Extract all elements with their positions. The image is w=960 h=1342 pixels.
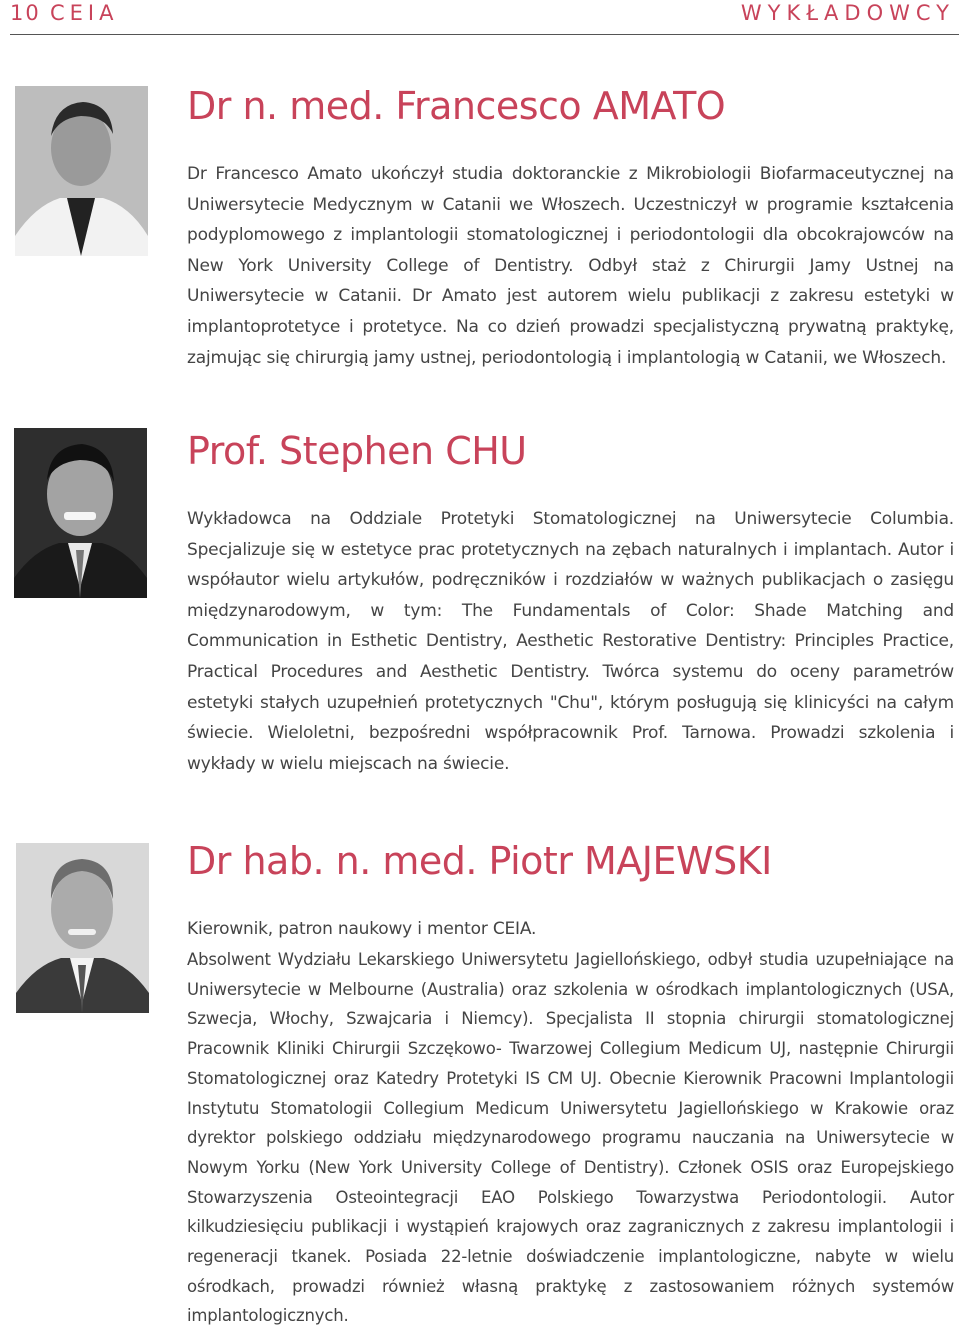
lecturer-name: Prof. Stephen CHU <box>187 429 527 473</box>
lecturer-photo-amato <box>15 86 148 256</box>
portrait-photo-icon <box>14 428 147 598</box>
lecturer-photo-chu <box>14 428 147 598</box>
lecturer-photo-majewski <box>16 843 149 1013</box>
header-left-title: CEIA <box>50 1 119 25</box>
portrait-photo-icon <box>16 843 149 1013</box>
lecturer-bio-intro: Kierownik, patron naukowy i mentor CEIA. <box>187 919 537 939</box>
lecturer-name: Dr hab. n. med. Piotr MAJEWSKI <box>187 839 772 883</box>
lecturer-name: Dr n. med. Francesco AMATO <box>187 84 726 128</box>
portrait-photo-icon <box>15 86 148 256</box>
page-number: 10 <box>10 1 41 25</box>
page-header <box>10 0 959 35</box>
lecturer-bio: Dr Francesco Amato ukończył studia doktoranckie z Mikrobiologii Biofarmaceutycznej na Uniwersytecie Medycznym w Catanii we Włoszech. Uczestniczył w programie kształcenia podyplomowego z implantologii stomatologicznej i periodontologii dla obcokrajowców na New York University College of Dentistry. Odbył staż z Chirurgii Jamy Ustnej na Uniwersytecie w Catanii. Dr Amato jest autorem wielu publikacji z zakresu estetyki w implantoprotetyce i protetyce. Na co dzień prowadzi specjalistyczną prywatną praktykę, zajmując się chirurgią jamy ustnej, periodontologią i implantologią w Catanii, we Włoszech. <box>187 164 954 368</box>
header-right-title: WYKŁADOWCY <box>740 1 955 25</box>
lecturer-bio: Wykładowca na Oddziale Protetyki Stomatologicznej na Uniwersytecie Columbia. Specjalizuje się w estetyce prac protetycznych na zębach naturalnych i implantach. Autor i współautor wielu artykułów, podręczników i rozdziałów w ważnych publikacjach o zasięgu międzynarodowym, w tym: The Fundamentals of Color: Shade Matching and Communication in Esthetic Dentistry, Aesthetic Restorative Dentistry: Principles Practice, Practical Procedures and Aesthetic Dentistry. Twórca systemu do oceny parametrów estetyki stałych uzupełnień protetycznych "Chu", którym posługują się klinicyści na całym świecie. Wieloletni, bezpośredni współpracownik Prof. Tarnowa. Prowadzi szkolenia i wykłady w wielu miejscach na świecie. <box>187 509 954 774</box>
lecturer-bio: Absolwent Wydziału Lekarskiego Uniwersytetu Jagiellońskiego, odbył studia uzupełniające na Uniwersytecie w Melbourne (Australia) oraz szkolenia w ośrodkach implantologicznych (USA, Szwecja, Włochy, Szwajcaria i Niemcy). Specjalista II stopnia chirurgii stomatologicznej Pracownik Kliniki Chirurgii Szczękowo- Twarzowej Collegium Medicum UJ, następnie Chirurgii Stomatologicznej oraz Katedry Protetyki IS CM UJ. Obecnie Kierownik Pracowni Implantologii Instytutu Stomatologii Collegium Medicum Uniwersytetu Jagiellońskiego w Krakowie oraz dyrektor polskiego oddziału międzynarodowego programu nauczania na Uniwersytecie w Nowym Yorku (New York University College of Dentistry). Członek OSIS oraz Europejskiego Stowarzyszenia Osteointegracji EAO Polskiego Towarzystwa Periodontologii. Autor kilkudziesięciu publikacji i wystąpień krajowych oraz zagranicznych z zakresu implantologii i regeneracji tkanek. Posiada 22-letnie doświadczenie implantologiczne, nabyte w wielu ośrodkach, prowadzi również własną praktykę z zastosowaniem różnych systemów implantologicznych. <box>187 950 954 1326</box>
